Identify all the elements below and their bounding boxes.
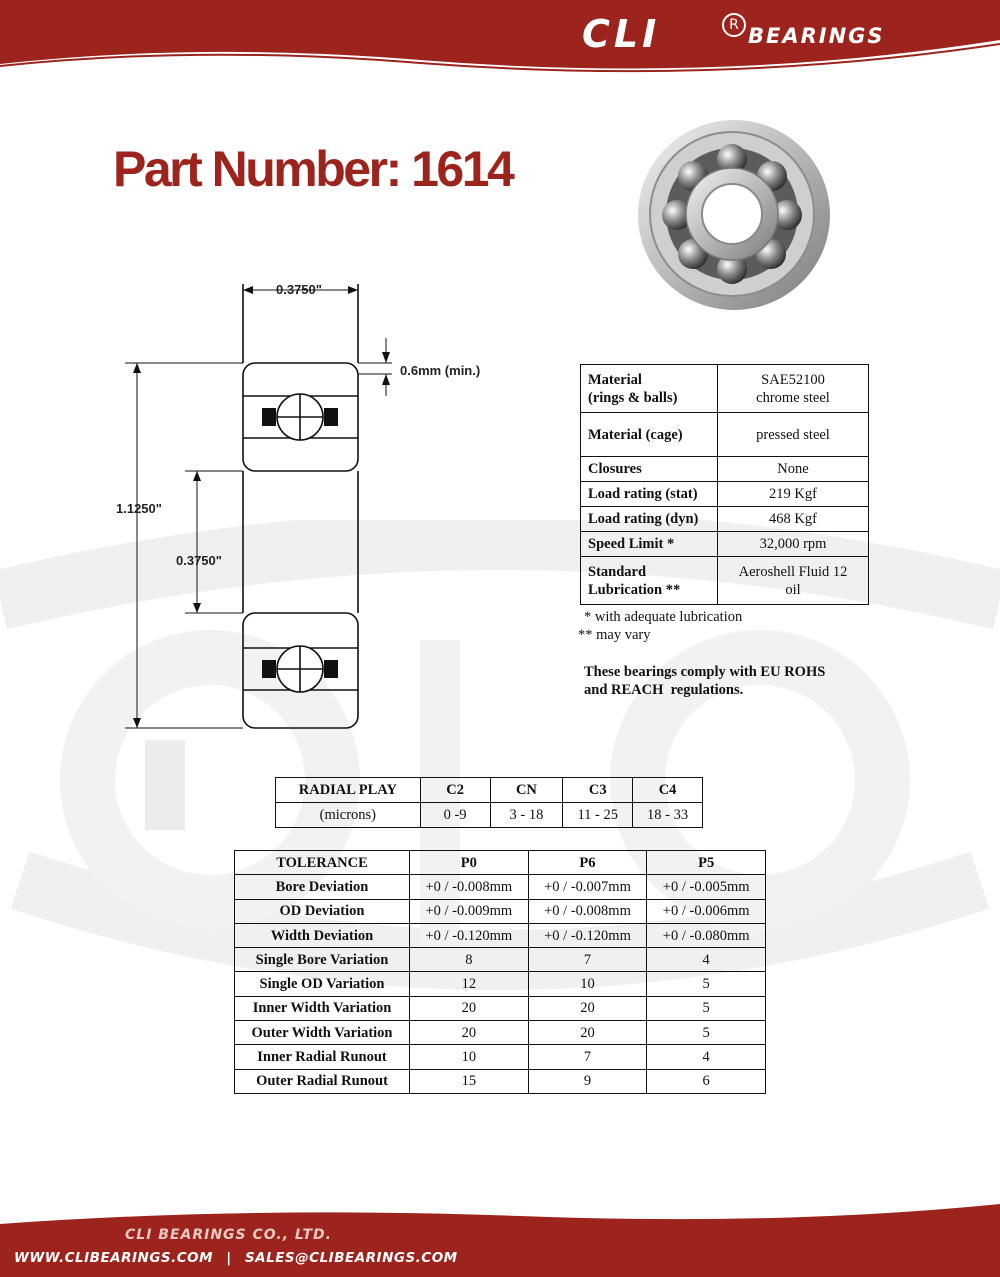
spec-value: 468 Kgf (718, 507, 869, 532)
tolerance-cell: +0 / -0.005mm (647, 875, 766, 899)
spec-key: Material (cage) (581, 413, 718, 457)
chamfer-dimension-label: 0.6mm (min.) (400, 363, 481, 378)
bearing-photo (636, 118, 832, 312)
footnote-lubrication: * with adequate lubrication (584, 609, 743, 625)
tolerance-header: P6 (528, 851, 647, 875)
spec-row (581, 557, 869, 605)
tolerance-key: OD Deviation (235, 899, 410, 923)
tolerance-cell: +0 / -0.008mm (528, 899, 647, 923)
tolerance-cell: 5 (647, 972, 766, 996)
tolerance-key: Single OD Variation (235, 972, 410, 996)
tolerance-cell: 20 (410, 996, 529, 1020)
tolerance-key: Inner Radial Runout (235, 1045, 410, 1069)
spec-key-text: Material (rings & balls) (588, 371, 678, 406)
spec-value: 219 Kgf (718, 482, 869, 507)
spec-key: Closures (581, 457, 718, 482)
tolerance-key: Width Deviation (235, 923, 410, 947)
spec-row (581, 365, 869, 413)
radial-play-cell: 0 -9 (420, 803, 490, 828)
tolerance-cell: 20 (528, 1021, 647, 1045)
specifications-table (580, 364, 869, 605)
compliance-line-2: and REACH regulations. (584, 682, 744, 698)
part-number-title: Part Number: 1614 (113, 141, 513, 197)
table-row (235, 875, 766, 899)
tolerance-key: Outer Width Variation (235, 1021, 410, 1045)
email-link[interactable]: SALES@CLIBEARINGS.COM (244, 1250, 458, 1266)
tolerance-header-row (235, 851, 766, 875)
table-row (235, 1045, 766, 1069)
tolerance-key: Single Bore Variation (235, 948, 410, 972)
tolerance-cell: 4 (647, 1045, 766, 1069)
tolerance-header: P5 (647, 851, 766, 875)
tolerance-cell: 15 (410, 1069, 529, 1093)
tolerance-cell: 20 (528, 996, 647, 1020)
radial-play-cell: 18 - 33 (633, 803, 703, 828)
radial-play-cell: 3 - 18 (490, 803, 563, 828)
table-row (235, 996, 766, 1020)
spec-key: Load rating (stat) (581, 482, 718, 507)
footnote-may-vary: ** may vary (578, 627, 651, 643)
spec-value: None (718, 457, 869, 482)
radial-play-header: C4 (633, 778, 703, 803)
radial-play-table (275, 777, 703, 828)
spec-value-text: Aeroshell Fluid 12 oil (738, 563, 848, 598)
tolerance-cell: 4 (647, 948, 766, 972)
radial-play-cell: 11 - 25 (563, 803, 633, 828)
spec-row (581, 482, 869, 507)
tolerance-cell: 5 (647, 996, 766, 1020)
width-dimension-label: 0.3750" (276, 282, 322, 297)
tolerance-cell: +0 / -0.120mm (410, 923, 529, 947)
radial-play-header: C2 (420, 778, 490, 803)
table-row (235, 948, 766, 972)
compliance-line-1: These bearings comply with EU ROHS (584, 664, 826, 680)
logo-cli: CLI (582, 12, 661, 56)
spec-value: pressed steel (718, 413, 869, 457)
website-link[interactable]: WWW.CLIBEARINGS.COM (14, 1250, 214, 1266)
spec-value: 32,000 rpm (718, 532, 869, 557)
tolerance-header: P0 (410, 851, 529, 875)
tolerance-cell: 10 (528, 972, 647, 996)
spec-value-text: SAE52100 chrome steel (756, 371, 830, 406)
radial-play-header-row (276, 778, 703, 803)
spec-key (581, 557, 718, 605)
radial-play-header: C3 (563, 778, 633, 803)
tolerance-cell: 9 (528, 1069, 647, 1093)
table-row (235, 923, 766, 947)
spec-value (718, 557, 869, 605)
radial-play-header: RADIAL PLAY (276, 778, 421, 803)
bearing-cross-section-drawing (100, 270, 520, 750)
tolerance-cell: 5 (647, 1021, 766, 1045)
tolerance-cell: +0 / -0.008mm (410, 875, 529, 899)
footer-separator: | (226, 1250, 232, 1266)
tolerance-cell: 7 (528, 1045, 647, 1069)
registered-mark: R (722, 13, 746, 37)
tolerance-cell: 20 (410, 1021, 529, 1045)
table-row (235, 972, 766, 996)
tolerance-header: TOLERANCE (235, 851, 410, 875)
table-row (235, 1069, 766, 1093)
footnotes (578, 608, 742, 644)
bore-diameter-label: 0.3750" (176, 553, 222, 568)
radial-play-values-row (276, 803, 703, 828)
tolerance-cell: +0 / -0.120mm (528, 923, 647, 947)
footer-contact (14, 1250, 466, 1266)
table-row (235, 899, 766, 923)
tolerance-cell: 6 (647, 1069, 766, 1093)
spec-row (581, 507, 869, 532)
table-row (235, 1021, 766, 1045)
outer-diameter-label: 1.1250" (116, 501, 162, 516)
tolerance-cell: 7 (528, 948, 647, 972)
spec-row (581, 413, 869, 457)
radial-play-header: CN (490, 778, 563, 803)
tolerance-cell: 8 (410, 948, 529, 972)
tolerance-key: Bore Deviation (235, 875, 410, 899)
spec-key (581, 365, 718, 413)
tolerance-table (234, 850, 766, 1094)
spec-key: Speed Limit * (581, 532, 718, 557)
footer-company-name: CLI BEARINGS CO., LTD. (125, 1227, 332, 1243)
tolerance-cell: +0 / -0.080mm (647, 923, 766, 947)
tolerance-cell: +0 / -0.007mm (528, 875, 647, 899)
radial-play-cell: (microns) (276, 803, 421, 828)
tolerance-cell: +0 / -0.009mm (410, 899, 529, 923)
tolerance-key: Outer Radial Runout (235, 1069, 410, 1093)
tolerance-cell: 12 (410, 972, 529, 996)
tolerance-cell: 10 (410, 1045, 529, 1069)
spec-row (581, 457, 869, 482)
spec-key: Load rating (dyn) (581, 507, 718, 532)
compliance-statement (584, 663, 825, 699)
tolerance-key: Inner Width Variation (235, 996, 410, 1020)
spec-row (581, 532, 869, 557)
spec-value (718, 365, 869, 413)
spec-key-text: Standard Lubrication ** (588, 563, 681, 598)
logo-bearings: BEARINGS (748, 24, 885, 48)
tolerance-cell: +0 / -0.006mm (647, 899, 766, 923)
